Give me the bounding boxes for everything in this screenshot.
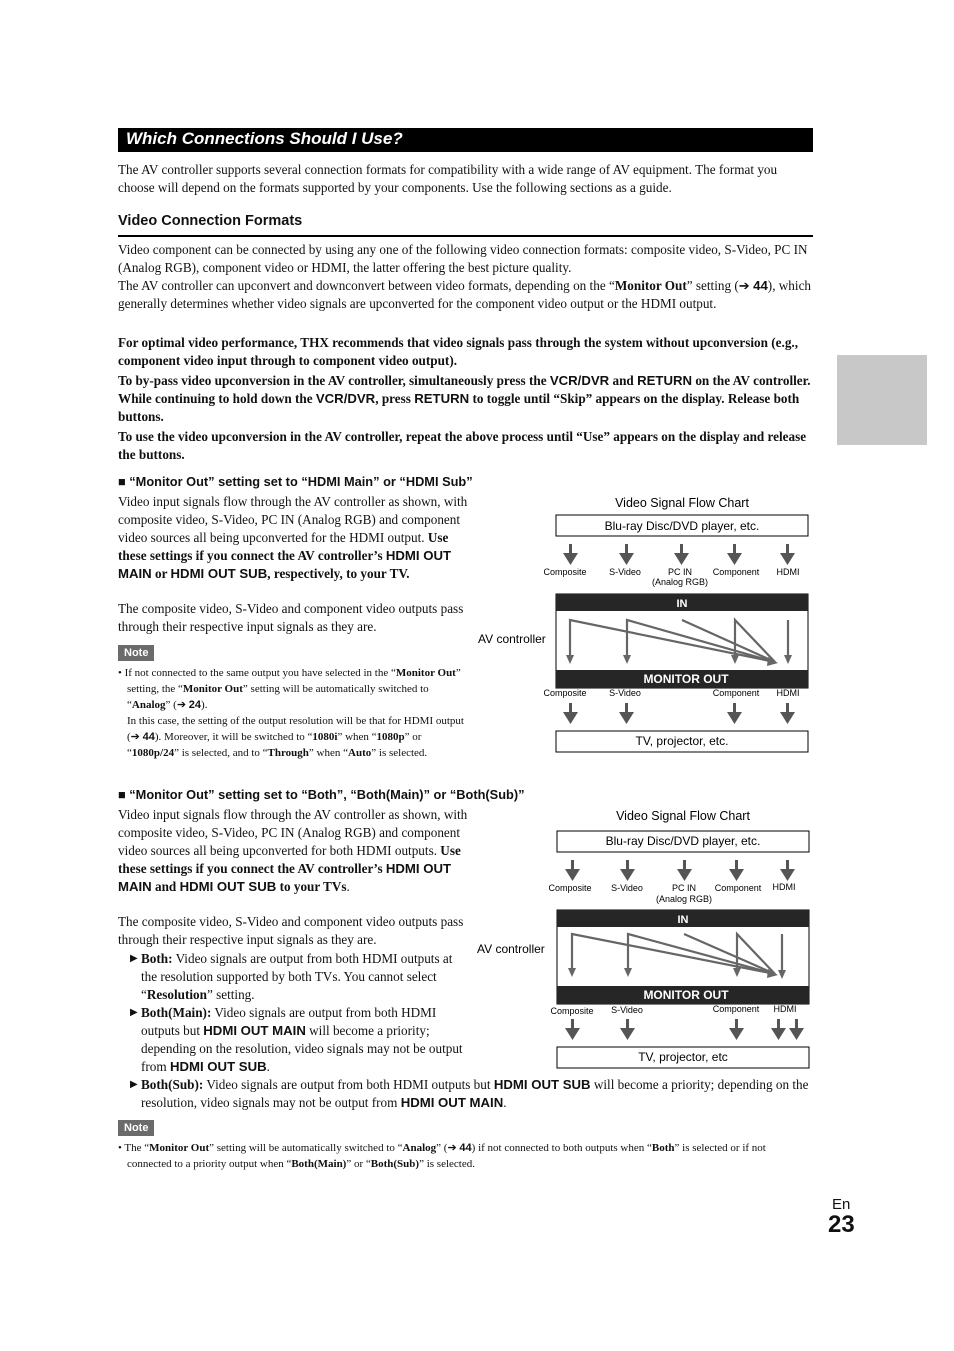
arrow-down-icon	[565, 860, 580, 881]
chart1-out-composite: Composite	[543, 688, 587, 698]
sub2-note: • The “Monitor Out” setting will be automatically switched to “Analog” (➔ 44) if not connected to both outputs when “Both” is selected or if not connected to a priority output when “Both(Main)” or “Both(Sub)” is selected.	[118, 1142, 766, 1170]
arrow-down-icon	[563, 544, 578, 565]
arrow-down-icon	[780, 544, 795, 565]
both-main-item: ▶ Both(Main): Video signals are output from both HDMI outputs but HDMI OUT MAIN will become a priority; depending on the resolution, video signals may not be output from HDMI OUT SUB.	[130, 1005, 463, 1074]
heading-rule	[118, 235, 813, 237]
sub1-para1: Video input signals flow through the AV controller as shown, with composite video, S-Video, PC IN (Analog RGB) and component video sources all being upconverted for the HDMI output. Use these settings if you connect the AV controller’s HDMI OUT MAIN or HDMI OUT SUB, respectively, to your TV.	[118, 494, 468, 581]
flow-chart-2	[470, 806, 820, 1076]
arrow-down-icon	[620, 1019, 635, 1040]
bold-para2: To by-pass video upconversion in the AV controller, simultaneously press the VCR/DVR and RETURN on the AV controller. While continuing to hold down the VCR/DVR, press RETURN to toggle until “Skip” appears on the display. Release both buttons.	[118, 373, 811, 424]
section-tab	[837, 355, 927, 445]
para1: Video component can be connected by using any one of the following video connection formats: composite video, S-Video, PC IN (Analog RGB), component video or HDMI, the latter offering the best picture quality.	[118, 242, 808, 275]
chart2-in-hdmi: HDMI	[772, 882, 796, 892]
chart1-in-component: Component	[712, 567, 760, 577]
arrow-down-icon	[729, 860, 744, 881]
chart1-in-pcin: PC IN	[667, 567, 693, 577]
chart2-in-composite: Composite	[548, 883, 592, 893]
triangle-right-icon: ▶	[130, 1079, 138, 1090]
page-number: 23	[828, 1211, 855, 1238]
chart2-in-label: IN	[677, 914, 689, 926]
sub1-para2: The composite video, S-Video and component video outputs pass through their respective input signals as they are.	[118, 601, 464, 634]
arrow-down-icon	[620, 860, 635, 881]
chart2-in-component: Component	[714, 883, 762, 893]
chart1-out-svideo: S-Video	[609, 688, 641, 698]
chart1-out-label: MONITOR OUT	[643, 672, 729, 686]
arrow-down-icon	[674, 544, 689, 565]
arrow-down-icon	[727, 544, 742, 565]
section-title-bar	[118, 128, 813, 152]
chart2-out-arrows	[565, 1019, 804, 1040]
video-heading: Video Connection Formats	[118, 213, 303, 229]
sub2-heading: ■ “Monitor Out” setting set to “Both”, “Both(Main)” or “Both(Sub)”	[118, 787, 525, 802]
note-badge-2: Note	[118, 1120, 154, 1136]
triangle-right-icon: ▶	[130, 1007, 138, 1018]
arrow-down-icon	[565, 1019, 580, 1040]
arrow-down-icon	[729, 1019, 744, 1040]
both-sub-item: ▶ Both(Sub): Video signals are output from both HDMI outputs but HDMI OUT SUB will become a priority; depending on the resolution, video signals may not be output from HDMI OUT MAIN.	[130, 1077, 809, 1110]
intro-paragraph: The AV controller supports several connection formats for compatibility with a wide range of AV equipment. The format you choose will depend on the formats supported by your components. Use the following sections as a guide.	[118, 162, 778, 195]
arrow-down-icon	[780, 860, 795, 881]
chart1-av-label: AV controller	[478, 632, 546, 646]
chart1-out-component: Component	[712, 688, 760, 698]
both-item: ▶ Both: Video signals are output from both HDMI outputs at the resolution supported by both TVs. You cannot select “Resolution” setting.	[130, 951, 453, 1002]
chart1-out-arrows	[563, 703, 795, 724]
bold-para1: For optimal video performance, THX recommends that video signals pass through the system without upconversion (e.g., component video input through to component video output).	[118, 335, 799, 368]
chart1-title: Video Signal Flow Chart	[615, 496, 749, 510]
chart2-out-component: Component	[712, 1004, 760, 1014]
chart2-out-composite: Composite	[550, 1006, 594, 1016]
chart2-dest: TV, projector, etc	[638, 1050, 728, 1064]
sub1-note: • If not connected to the same output you have selected in the “Monitor Out” setting, the “Monitor Out” setting will be automatically switched to “Analog” (➔ 24). In this case, the setting of the output resolution will be that for HDMI output (➔ 44). Moreover, it will be switched to “1080i” when “1080p” or “1080p/24” is selected, and to “Through” when “Auto” is selected.	[118, 667, 464, 759]
arrow-down-icon	[619, 703, 634, 724]
triangle-right-icon: ▶	[130, 953, 138, 964]
chart1-in-arrows	[563, 544, 795, 565]
chart2-title: Video Signal Flow Chart	[616, 809, 750, 823]
chart1-in-label: IN	[676, 598, 688, 610]
chart1-dest: TV, projector, etc.	[635, 734, 729, 748]
arrow-down-icon	[780, 703, 795, 724]
chart2-in-pcin: PC IN	[671, 883, 697, 893]
arrow-down-icon	[771, 1019, 786, 1040]
sub2-para1: Video input signals flow through the AV controller as shown, with composite video, S-Video, PC IN (Analog RGB) and component video sources all being upconverted for both HDMI outputs. Use these settings if you connect the AV controller’s HDMI OUT MAIN and HDMI OUT SUB to your TVs.	[118, 807, 468, 894]
chart2-av-label: AV controller	[477, 942, 545, 956]
chart2-out-svideo: S-Video	[611, 1005, 643, 1015]
chart1-in-svideo: S-Video	[609, 567, 641, 577]
chart1-source: Blu-ray Disc/DVD player, etc.	[604, 519, 760, 533]
chart1-in-hdmi: HDMI	[776, 567, 800, 577]
para2: The AV controller can upconvert and downconvert between video formats, depending on the “Monitor Out” setting (➔ 44), which generally determines whether video signals are upconverted for the component video output or the HDMI output.	[118, 278, 812, 311]
arrow-down-icon	[727, 703, 742, 724]
chart2-in-svideo: S-Video	[611, 883, 643, 893]
flow-chart-1	[470, 490, 820, 760]
arrow-down-icon	[619, 544, 634, 565]
chart1-in-pcin-sub: (Analog RGB)	[651, 577, 709, 587]
chart1-in-composite: Composite	[543, 567, 587, 577]
sub2-para2: The composite video, S-Video and component video outputs pass through their respective input signals as they are.	[118, 914, 464, 947]
chart2-source: Blu-ray Disc/DVD player, etc.	[605, 834, 761, 848]
chart2-out-hdmi: HDMI	[773, 1004, 797, 1014]
arrow-down-icon	[789, 1019, 804, 1040]
chart2-out-label: MONITOR OUT	[643, 988, 729, 1002]
section-title: Which Connections Should I Use?	[126, 129, 403, 148]
bold-para3: To use the video upconversion in the AV controller, repeat the above process until “Use” appears on the display and release the buttons.	[118, 429, 807, 462]
arrow-down-icon	[677, 860, 692, 881]
chart2-in-pcin-sub: (Analog RGB)	[655, 894, 713, 904]
chart1-out-hdmi: HDMI	[776, 688, 800, 698]
sub1-heading: ■ “Monitor Out” setting set to “HDMI Main” or “HDMI Sub”	[118, 474, 473, 489]
note-badge: Note	[118, 645, 154, 661]
language-label: En	[832, 1196, 851, 1213]
arrow-down-icon	[563, 703, 578, 724]
chart2-in-arrows	[565, 860, 795, 881]
